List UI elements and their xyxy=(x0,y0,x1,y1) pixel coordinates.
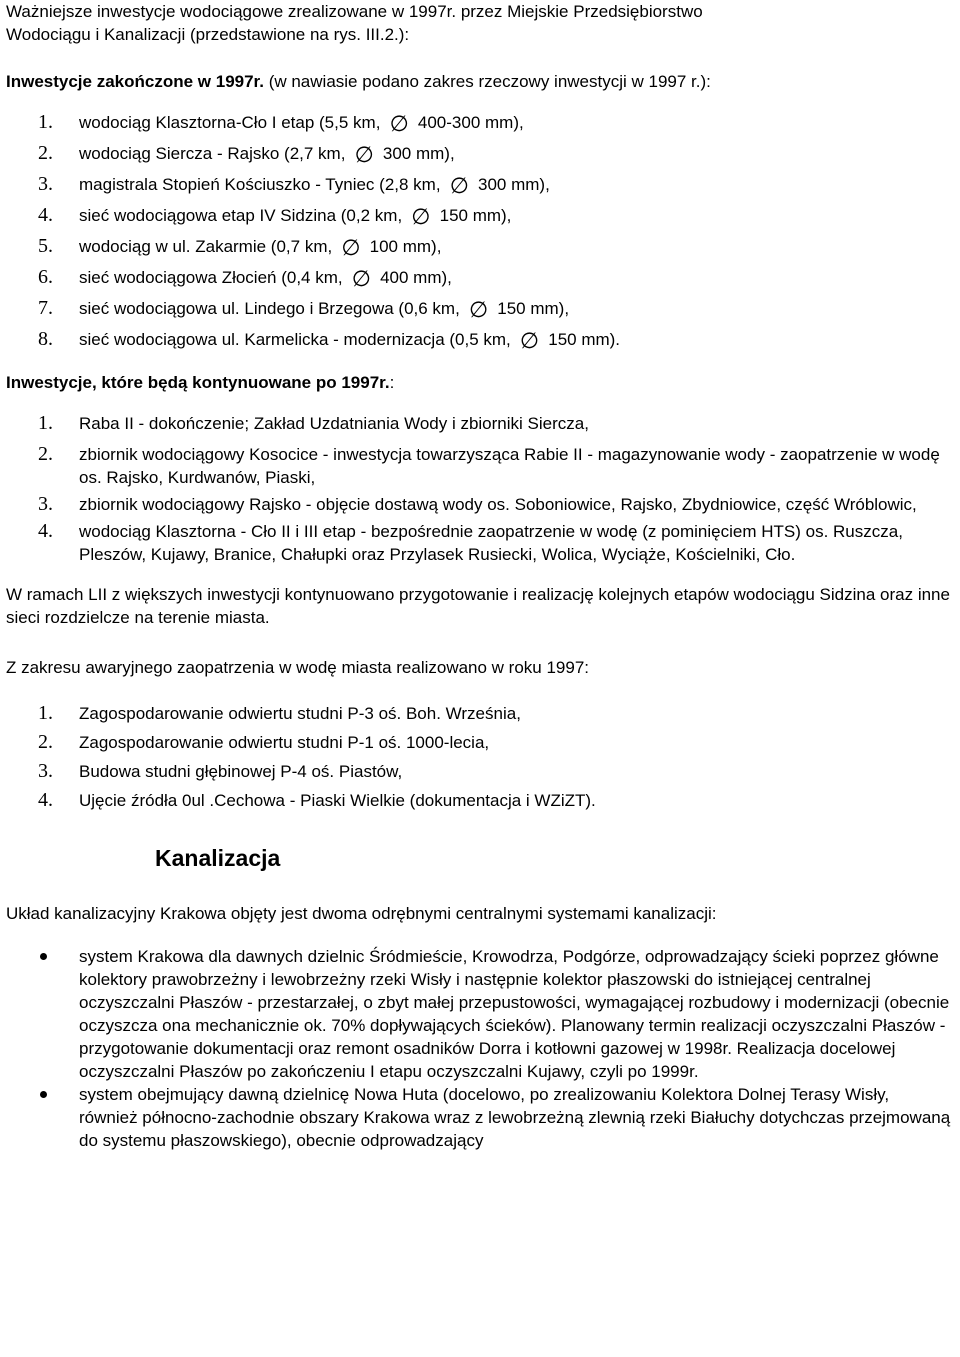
item-text: wodociąg Klasztorna - Cło II i III etap - bezpośrednie zaopatrzenie w wodę (z pominięciem HTS) os. Ruszcza, Pleszów, Kujawy, Branice, Chałupki oraz Przylasek Rusiecki, Wolica, Wyciąże, Kościelniki, Cło. xyxy=(79,522,903,564)
list-item xyxy=(6,169,951,200)
item-text-end: 100 mm), xyxy=(364,237,442,256)
diameter-icon: ∅ xyxy=(341,236,361,261)
item-number: 8. xyxy=(38,328,53,350)
diameter-icon: ∅ xyxy=(411,205,431,230)
item-number: 3. xyxy=(38,493,53,515)
list-item xyxy=(6,107,951,138)
list-item xyxy=(6,493,951,516)
item-text: system Krakowa dla dawnych dzielnic Śródmieście, Krowodrza, Podgórze, odprowadzający ścieki poprzez główne kolektory prawobrzeżny i lewobrzeżny rzeki Wisły i następnie kolektor płaszowski do istniejącej centralnej oczyszczalni Płaszów - przestarzałej, o zbyt małej przepustowości, wymagającej rozbudowy i modernizacji (obecnie oczyszcza ona mechanicznie ok. 70% dopływających ścieków). Planowany termin realizacji oczyszczalni Płaszów - przygotowanie dokumentacji oraz remont osadników Dorra i kotłowni gazowej w 1998r. Realizacja docelowej oczyszczalni Płaszów po zakończeniu I etapu oczyszczalni Kujawy, czyli po 1999r. xyxy=(79,947,950,1081)
kanalizacja-intro: Układ kanalizacyjny Krakowa objęty jest dwoma odrębnymi centralnymi systemami kanalizacji: xyxy=(6,904,717,923)
item-number: 3. xyxy=(38,173,53,195)
list-item xyxy=(6,293,951,324)
continued-heading-bold: Inwestycje, które będą kontynuowane po 1997r. xyxy=(6,373,390,392)
item-number: 1. xyxy=(38,702,53,724)
continued-heading xyxy=(6,371,951,394)
item-text-end: 400 mm), xyxy=(375,268,452,287)
list-item xyxy=(6,945,951,1083)
lii-paragraph: W ramach LII z większych inwestycji kontynuowano przygotowanie i realizację kolejnych etapów wodociągu Sidzina oraz inne sieci rozdzielcze na terenie miasta. xyxy=(6,585,950,627)
item-text-end: 300 mm), xyxy=(378,144,455,163)
kanalizacja-systems-list xyxy=(6,945,951,1152)
item-number: 4. xyxy=(38,204,53,226)
intro-line-2: Wodociągu i Kanalizacji (przedstawione na rys. III.2.): xyxy=(6,25,410,44)
item-text: wodociąg Siercza - Rajsko (2,7 km, xyxy=(79,144,351,163)
item-text-end: 150 mm). xyxy=(543,330,621,349)
completed-heading-bold: Inwestycje zakończone w 1997r. xyxy=(6,72,264,91)
diameter-icon: ∅ xyxy=(519,329,540,354)
item-number: 2. xyxy=(38,142,53,164)
document-page xyxy=(6,0,951,1152)
diameter-icon: ∅ xyxy=(389,112,409,137)
item-number: 2. xyxy=(38,443,53,465)
emergency-heading: Z zakresu awaryjnego zaopatrzenia w wodę miasta realizowano w roku 1997: xyxy=(6,658,590,677)
bullet-icon xyxy=(40,1091,47,1098)
list-item xyxy=(6,412,951,435)
item-text: wodociąg w ul. Zakarmie (0,7 km, xyxy=(79,237,337,256)
item-number: 7. xyxy=(38,297,53,319)
item-text: zbiornik wodociągowy Kosocice - inwestycja towarzysząca Rabie II - magazynowanie wody - zaopatrzenie w wodę os. Rajsko, Kurdwanów, Piaski, xyxy=(79,445,940,487)
diameter-icon: ∅ xyxy=(468,298,489,323)
item-text: sieć wodociągowa etap IV Sidzina (0,2 km, xyxy=(79,206,407,225)
item-text-end: 300 mm), xyxy=(473,175,550,194)
item-text: wodociąg Klasztorna-Cło I etap (5,5 km, xyxy=(79,113,386,132)
completed-heading-rest: (w nawiasie podano zakres rzeczowy inwestycji w 1997 r.): xyxy=(263,72,711,91)
item-number: 5. xyxy=(38,235,53,257)
item-number: 2. xyxy=(38,731,53,753)
item-text: system obejmujący dawną dzielnicę Nowa Huta (docelowo, po zrealizowaniu Kolektora Dolnej Terasy Wisły, również północno-zachodnie obszary Krakowa wraz z lewobrzeżną zlewnią rzeki Białuchy dotychczas przejmowaną do systemu płaszowskiego), obecnie odprowadzający xyxy=(79,1085,951,1150)
list-item xyxy=(6,231,951,262)
item-text: sieć wodociągowa ul. Karmelicka - modernizacja (0,5 km, xyxy=(79,330,516,349)
list-item xyxy=(6,786,951,815)
item-text-end: 400-300 mm), xyxy=(413,113,524,132)
diameter-icon: ∅ xyxy=(354,143,374,168)
intro-paragraph xyxy=(6,0,951,46)
list-item xyxy=(6,699,951,728)
diameter-icon: ∅ xyxy=(351,267,371,292)
list-item xyxy=(6,443,951,489)
list-item xyxy=(6,757,951,786)
item-text: zbiornik wodociągowy Rajsko - objęcie dostawą wody os. Soboniowice, Rajsko, Zbydniowice, część Wróblowic, xyxy=(79,495,917,514)
emergency-list xyxy=(6,699,951,815)
item-text-end: 150 mm), xyxy=(492,299,570,318)
list-item xyxy=(6,200,951,231)
section-title-kanalizacja: Kanalizacja xyxy=(155,845,281,871)
item-text-end: 150 mm), xyxy=(434,206,512,225)
bullet-icon xyxy=(40,953,47,960)
item-number: 1. xyxy=(38,412,53,434)
completed-heading xyxy=(6,70,951,93)
continued-investments-list xyxy=(6,412,951,566)
item-number: 4. xyxy=(38,789,53,811)
list-item xyxy=(6,1083,951,1152)
item-text: Zagospodarowanie odwiertu studni P-3 oś. Boh. Września, xyxy=(79,704,521,723)
list-item xyxy=(6,324,951,355)
list-item xyxy=(6,262,951,293)
completed-investments-list xyxy=(6,107,951,355)
list-item xyxy=(6,520,951,566)
diameter-icon: ∅ xyxy=(449,174,469,199)
item-number: 6. xyxy=(38,266,53,288)
item-text: sieć wodociągowa ul. Lindego i Brzegowa (0,6 km, xyxy=(79,299,465,318)
intro-line-1: Ważniejsze inwestycje wodociągowe zrealizowane w 1997r. przez Miejskie Przedsiębiorstwo xyxy=(6,2,703,21)
item-number: 4. xyxy=(38,520,53,542)
item-text: magistrala Stopień Kościuszko - Tyniec (2,8 km, xyxy=(79,175,446,194)
item-number: 1. xyxy=(38,111,53,133)
item-text: sieć wodociągowa Złocień (0,4 km, xyxy=(79,268,348,287)
item-text: Raba II - dokończenie; Zakład Uzdatniania Wody i zbiorniki Siercza, xyxy=(79,414,589,433)
item-text: Ujęcie źródła 0ul .Cechowa - Piaski Wielkie (dokumentacja i WZiZT). xyxy=(79,791,596,810)
item-number: 3. xyxy=(38,760,53,782)
list-item xyxy=(6,138,951,169)
item-text: Budowa studni głębinowej P-4 oś. Piastów, xyxy=(79,762,403,781)
continued-heading-rest: : xyxy=(389,373,395,392)
list-item xyxy=(6,728,951,757)
item-text: Zagospodarowanie odwiertu studni P-1 oś. 1000-lecia, xyxy=(79,733,490,752)
